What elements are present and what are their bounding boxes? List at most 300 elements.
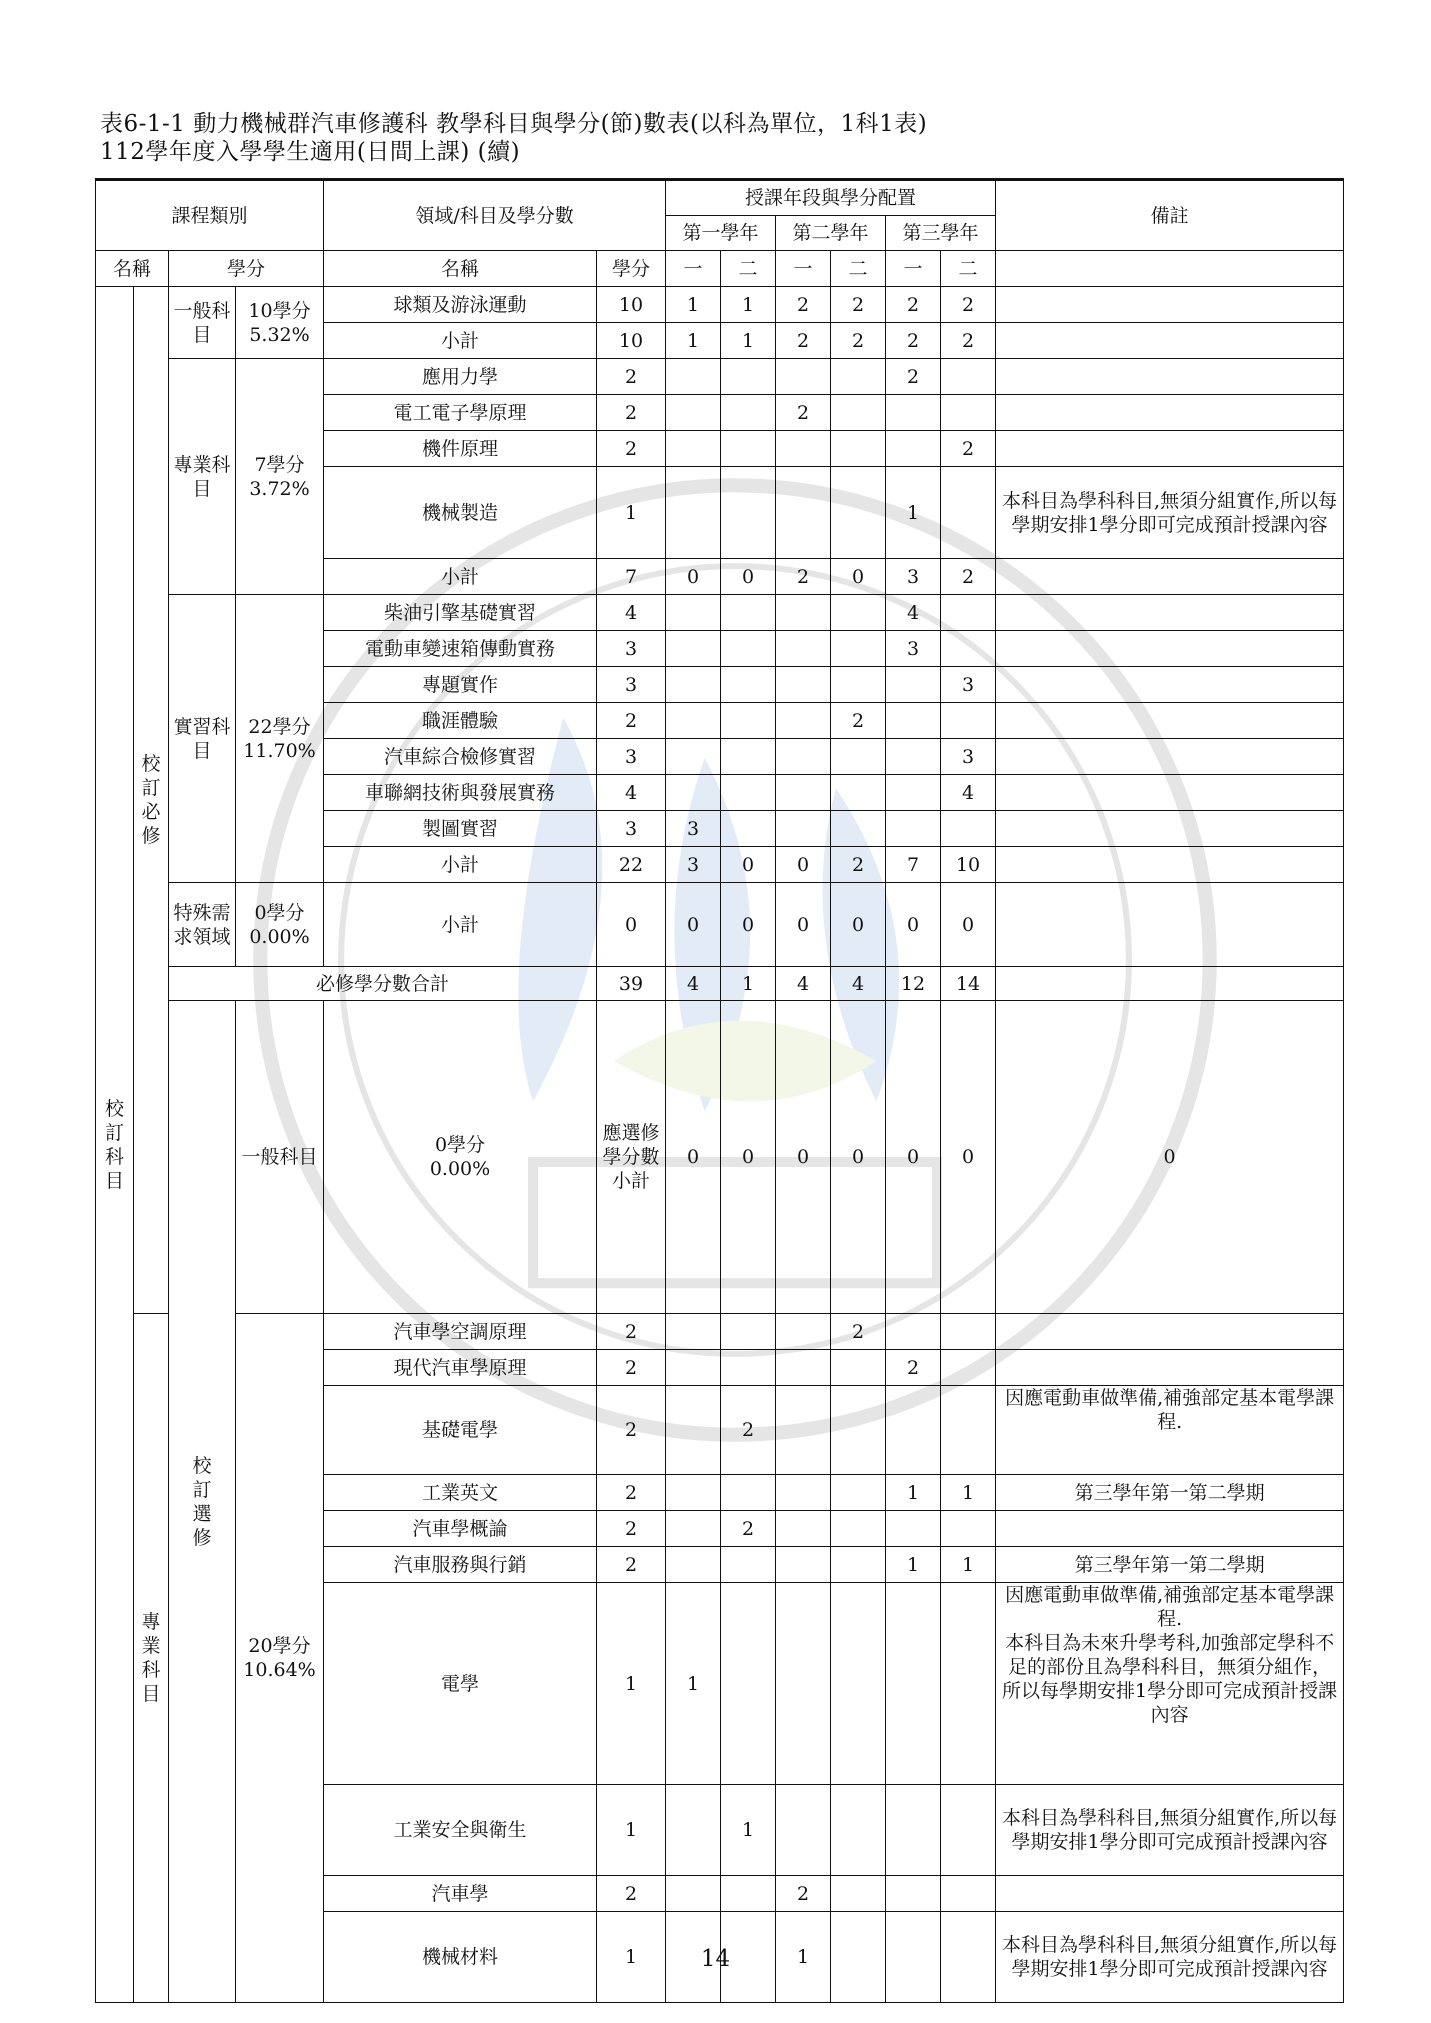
remark-cell — [996, 1314, 1344, 1350]
header-sem: 二 — [941, 251, 996, 287]
subject-name: 機械材料 — [324, 1912, 597, 2003]
sem-cell — [776, 667, 831, 703]
sem-cell — [721, 667, 776, 703]
header-course-category: 課程類別 — [96, 180, 324, 251]
sem-cell: 12 — [886, 967, 941, 1001]
remark-cell: 第三學年第一第二學期 — [996, 1475, 1344, 1511]
sem-cell — [831, 1583, 886, 1785]
sem-cell — [666, 1475, 721, 1511]
sem-cell: 0 — [721, 1001, 776, 1314]
sem-cell: 4 — [776, 967, 831, 1001]
subject-credits: 1 — [597, 1912, 666, 2003]
sem-cell — [831, 467, 886, 559]
remark-cell — [996, 559, 1344, 595]
sem-cell — [666, 1876, 721, 1912]
category-credit-count: 7學分 — [254, 453, 305, 476]
sem-cell — [831, 431, 886, 467]
header-sem: 一 — [886, 251, 941, 287]
sem-cell — [831, 631, 886, 667]
header-remarks: 備註 — [996, 180, 1344, 251]
sem-cell — [886, 775, 941, 811]
sem-cell: 0 — [831, 559, 886, 595]
sem-cell — [776, 1314, 831, 1350]
sem-cell: 7 — [886, 847, 941, 883]
sem-cell — [941, 1350, 996, 1386]
sem-cell — [776, 775, 831, 811]
subject-credits: 2 — [597, 1876, 666, 1912]
sem-cell — [776, 431, 831, 467]
sem-cell — [831, 395, 886, 431]
sem-cell: 2 — [886, 359, 941, 395]
sem-cell — [666, 395, 721, 431]
sem-cell — [831, 811, 886, 847]
sem-cell — [886, 703, 941, 739]
sem-cell — [776, 1511, 831, 1547]
sem-cell: 3 — [941, 739, 996, 775]
subject-credits: 3 — [597, 631, 666, 667]
subject-name: 機件原理 — [324, 431, 597, 467]
sem-cell — [831, 667, 886, 703]
sem-cell: 0 — [776, 847, 831, 883]
sem-cell: 1 — [666, 323, 721, 359]
subject-credits: 2 — [597, 1511, 666, 1547]
category-name: 專業科目 — [169, 359, 236, 595]
sem-cell: 3 — [666, 811, 721, 847]
subtotal-credits: 22 — [597, 847, 666, 883]
header-year-2: 第二學年 — [776, 216, 886, 251]
sem-cell: 1 — [886, 467, 941, 559]
subject-credits: 2 — [597, 359, 666, 395]
sem-cell — [666, 595, 721, 631]
sem-cell: 0 — [941, 1001, 996, 1314]
remark-cell — [996, 323, 1344, 359]
sem-cell: 1 — [886, 1547, 941, 1583]
subject-name: 電工電子學原理 — [324, 395, 597, 431]
header-name: 名稱 — [96, 251, 169, 287]
sem-cell — [721, 775, 776, 811]
group-elective-label: 校訂選修 — [192, 1454, 212, 1549]
sem-cell — [721, 811, 776, 847]
category-credits — [236, 1314, 324, 2003]
subject-name: 機械製造 — [324, 467, 597, 559]
sem-cell: 1 — [666, 287, 721, 323]
sem-cell — [941, 703, 996, 739]
sem-cell: 1 — [721, 287, 776, 323]
sem-cell — [776, 1785, 831, 1876]
remark-cell: 因應電動車做準備,補強部定基本電學課程. 本科目為未來升學考科,加強部定學科不足的部份且為學科科目，無須分組作，所以每學期安排1學分即可完成預計授課內容 — [996, 1583, 1344, 1785]
sem-cell: 0 — [721, 559, 776, 595]
group-required-label: 校訂必修 — [141, 753, 161, 847]
header-sem: 二 — [721, 251, 776, 287]
sem-cell — [941, 631, 996, 667]
sem-cell — [721, 359, 776, 395]
sem-cell: 0 — [721, 847, 776, 883]
remark-cell — [996, 883, 1344, 967]
subject-credits: 2 — [597, 1314, 666, 1350]
sem-cell — [721, 395, 776, 431]
sem-cell — [886, 431, 941, 467]
sem-cell — [886, 1876, 941, 1912]
sem-cell — [721, 631, 776, 667]
category-credit-count: 20學分 — [248, 1635, 311, 1657]
sem-cell — [941, 1583, 996, 1785]
category-name: 實習科目 — [169, 595, 236, 883]
header-domain-subject: 領域/科目及學分數 — [324, 180, 666, 251]
sem-cell — [941, 1785, 996, 1876]
sem-cell: 3 — [941, 667, 996, 703]
subject-name: 製圖實習 — [324, 811, 597, 847]
sem-cell — [721, 703, 776, 739]
remark-cell — [996, 1350, 1344, 1386]
category-credit-percent: 0.00% — [429, 1158, 491, 1180]
subject-name: 工業安全與衛生 — [324, 1785, 597, 1876]
subject-name: 汽車學概論 — [324, 1511, 597, 1547]
subtotal-credits: 0 — [597, 883, 666, 967]
sem-cell: 2 — [886, 287, 941, 323]
category-credit-percent: 10.64% — [243, 1659, 316, 1681]
sem-cell — [666, 739, 721, 775]
remark-cell — [996, 359, 1344, 395]
remark-cell — [996, 967, 1344, 1001]
subtotal-credits: 0 — [666, 1001, 721, 1314]
subject-credits: 1 — [597, 467, 666, 559]
remark-cell — [996, 595, 1344, 631]
sem-cell: 14 — [941, 967, 996, 1001]
sem-cell: 2 — [776, 395, 831, 431]
sem-cell: 10 — [941, 847, 996, 883]
sem-cell — [776, 359, 831, 395]
sem-cell — [666, 631, 721, 667]
subject-name: 專題實作 — [324, 667, 597, 703]
sem-cell — [721, 739, 776, 775]
sem-cell — [721, 1475, 776, 1511]
sem-cell — [831, 775, 886, 811]
sem-cell — [666, 703, 721, 739]
sem-cell: 2 — [941, 323, 996, 359]
sem-cell — [666, 667, 721, 703]
sem-cell: 1 — [886, 1475, 941, 1511]
subject-name: 汽車學 — [324, 1876, 597, 1912]
category-name: 一般科目 — [169, 287, 236, 359]
subject-credits: 2 — [597, 1386, 666, 1475]
header-sem: 一 — [776, 251, 831, 287]
title-block — [100, 110, 1340, 166]
header-remark-blank — [996, 251, 1344, 287]
subject-credits: 10 — [597, 287, 666, 323]
sem-cell: 1 — [721, 1785, 776, 1876]
sem-cell: 2 — [776, 559, 831, 595]
remark-cell: 本科目為學科科目,無須分組實作,所以每學期安排1學分即可完成預計授課內容 — [996, 1785, 1344, 1876]
subject-name: 汽車服務與行銷 — [324, 1547, 597, 1583]
sem-cell — [941, 467, 996, 559]
category-name: 專業科目 — [134, 1314, 169, 2003]
category-credit-percent: 0.00% — [249, 925, 310, 948]
remark-cell: 本科目為學科科目,無須分組實作,所以每學期安排1學分即可完成預計授課內容 — [996, 467, 1344, 559]
subject-name: 柴油引擎基礎實習 — [324, 595, 597, 631]
subtotal-label: 應選修學分數小計 — [597, 1001, 666, 1314]
remark-cell — [996, 1876, 1344, 1912]
sem-cell: 2 — [831, 287, 886, 323]
sem-cell — [776, 631, 831, 667]
subject-name: 基礎電學 — [324, 1386, 597, 1475]
sem-cell — [666, 431, 721, 467]
remark-cell: 本科目為學科科目,無須分組實作,所以每學期安排1學分即可完成預計授課內容 — [996, 1912, 1344, 2003]
sem-cell: 2 — [941, 287, 996, 323]
category-credit-count: 10學分 — [248, 299, 311, 322]
remark-cell: 第三學年第一第二學期 — [996, 1547, 1344, 1583]
sem-cell: 0 — [941, 883, 996, 967]
header-allocation: 授課年段與學分配置 — [666, 180, 996, 216]
sem-cell: 0 — [886, 1001, 941, 1314]
sem-cell: 2 — [721, 1386, 776, 1475]
sem-cell — [941, 1876, 996, 1912]
sem-cell: 1 — [721, 967, 776, 1001]
subject-credits: 1 — [597, 1785, 666, 1876]
sem-cell — [776, 811, 831, 847]
sem-cell — [721, 1547, 776, 1583]
sem-cell — [666, 1785, 721, 1876]
sem-cell — [886, 739, 941, 775]
sem-cell — [831, 1547, 886, 1583]
sem-cell: 2 — [886, 323, 941, 359]
sem-cell: 2 — [941, 559, 996, 595]
table-body — [96, 180, 1344, 2003]
remark-cell — [996, 667, 1344, 703]
sem-cell — [666, 775, 721, 811]
sem-cell — [941, 359, 996, 395]
subtotal-label: 小計 — [324, 323, 597, 359]
subject-name: 球類及游泳運動 — [324, 287, 597, 323]
sem-cell — [886, 1785, 941, 1876]
sem-cell: 1 — [776, 1912, 831, 2003]
sem-cell — [666, 1511, 721, 1547]
sem-cell — [831, 595, 886, 631]
subtotal-credits: 10 — [597, 323, 666, 359]
header-sem: 二 — [831, 251, 886, 287]
sem-cell: 0 — [776, 883, 831, 967]
sem-cell — [831, 1350, 886, 1386]
sem-cell — [721, 595, 776, 631]
category-name: 一般科目 — [236, 1001, 324, 1314]
category-credit-percent: 3.72% — [249, 477, 310, 500]
remark-cell — [996, 395, 1344, 431]
sem-cell — [776, 467, 831, 559]
remark-cell: 因應電動車做準備,補強部定基本電學課程. — [996, 1386, 1344, 1475]
sem-cell — [831, 739, 886, 775]
sem-cell: 0 — [831, 1001, 886, 1314]
sem-cell — [666, 467, 721, 559]
remark-cell — [996, 431, 1344, 467]
category-credits — [236, 883, 324, 967]
group-school-subjects — [96, 287, 134, 2003]
sem-cell — [831, 1475, 886, 1511]
sem-cell: 0 — [666, 559, 721, 595]
subject-credits: 1 — [597, 1583, 666, 1785]
subject-credits: 2 — [597, 1547, 666, 1583]
sem-cell — [941, 595, 996, 631]
remark-cell — [996, 287, 1344, 323]
sem-cell — [776, 1386, 831, 1475]
sem-cell — [831, 1785, 886, 1876]
sem-cell — [941, 1511, 996, 1547]
sem-cell — [666, 1386, 721, 1475]
sem-cell: 3 — [666, 847, 721, 883]
subject-name: 車聯網技術與發展實務 — [324, 775, 597, 811]
sem-cell — [721, 1350, 776, 1386]
sem-cell — [886, 1583, 941, 1785]
sem-cell — [831, 359, 886, 395]
group-school-subjects-label: 校訂科目 — [105, 1097, 125, 1192]
category-credits — [236, 359, 324, 595]
sem-cell: 3 — [886, 631, 941, 667]
sem-cell: 2 — [831, 703, 886, 739]
subtotal-label: 小計 — [324, 847, 597, 883]
sem-cell: 0 — [776, 1001, 831, 1314]
table-title: 表6-1-1 動力機械群汽車修護科 教學科目與學分(節)數表(以科為單位，1科1表) — [100, 111, 928, 137]
sem-cell: 2 — [831, 1314, 886, 1350]
sem-cell: 1 — [941, 1475, 996, 1511]
sem-cell: 0 — [996, 1001, 1344, 1314]
table-subtitle: 112學年度入學學生適用(日間上課) (續) — [100, 139, 521, 165]
sem-cell — [776, 1583, 831, 1785]
category-credit-count: 22學分 — [248, 715, 311, 738]
sem-cell — [721, 1314, 776, 1350]
sem-cell — [721, 1583, 776, 1785]
subject-name: 工業英文 — [324, 1475, 597, 1511]
category-name: 特殊需求領域 — [169, 883, 236, 967]
category-credits — [236, 287, 324, 359]
sem-cell — [831, 1386, 886, 1475]
sem-cell — [721, 467, 776, 559]
subject-credits: 2 — [597, 1475, 666, 1511]
sem-cell — [941, 1314, 996, 1350]
subject-credits: 4 — [597, 595, 666, 631]
group-elective — [169, 1001, 236, 2003]
sem-cell: 0 — [886, 883, 941, 967]
subject-credits: 3 — [597, 811, 666, 847]
sem-cell — [886, 1314, 941, 1350]
required-total-credits: 39 — [597, 967, 666, 1001]
sem-cell — [776, 1547, 831, 1583]
sem-cell — [831, 1511, 886, 1547]
sem-cell — [886, 1511, 941, 1547]
subject-name: 應用力學 — [324, 359, 597, 395]
subject-credits: 2 — [597, 703, 666, 739]
sem-cell — [886, 811, 941, 847]
header-year-3: 第三學年 — [886, 216, 996, 251]
sem-cell — [666, 1350, 721, 1386]
header-subject-credits: 學分 — [597, 251, 666, 287]
subject-name: 電動車變速箱傳動實務 — [324, 631, 597, 667]
sem-cell: 2 — [776, 323, 831, 359]
subtotal-label: 小計 — [324, 883, 597, 967]
sem-cell — [941, 811, 996, 847]
sem-cell — [776, 1475, 831, 1511]
sem-cell: 1 — [941, 1547, 996, 1583]
sem-cell: 2 — [776, 1876, 831, 1912]
remark-cell — [996, 703, 1344, 739]
header-credits: 學分 — [169, 251, 324, 287]
sem-cell — [666, 1547, 721, 1583]
sem-cell: 2 — [941, 431, 996, 467]
page-number: 14 — [700, 1946, 731, 1972]
curriculum-table — [95, 178, 1344, 2003]
remark-cell — [996, 775, 1344, 811]
header-sem: 一 — [666, 251, 721, 287]
sem-cell: 4 — [886, 595, 941, 631]
subject-name: 現代汽車學原理 — [324, 1350, 597, 1386]
sem-cell: 0 — [721, 883, 776, 967]
sem-cell: 2 — [831, 323, 886, 359]
sem-cell: 0 — [666, 883, 721, 967]
sem-cell — [776, 1350, 831, 1386]
category-credit-percent: 5.32% — [249, 323, 310, 346]
subject-credits: 3 — [597, 667, 666, 703]
category-credits — [324, 1001, 597, 1314]
sem-cell — [721, 1876, 776, 1912]
subject-credits: 2 — [597, 431, 666, 467]
sem-cell — [886, 395, 941, 431]
sem-cell — [666, 1314, 721, 1350]
subtotal-label: 小計 — [324, 559, 597, 595]
sem-cell: 1 — [666, 1583, 721, 1785]
category-credits — [236, 595, 324, 883]
category-credit-count: 0學分 — [254, 901, 305, 924]
sem-cell: 2 — [886, 1350, 941, 1386]
sem-cell — [666, 359, 721, 395]
sem-cell: 4 — [666, 967, 721, 1001]
remark-cell — [996, 1511, 1344, 1547]
subject-credits: 2 — [597, 1350, 666, 1386]
remark-cell — [996, 811, 1344, 847]
sem-cell — [886, 1386, 941, 1475]
sem-cell — [776, 739, 831, 775]
sem-cell: 2 — [721, 1511, 776, 1547]
subject-credits: 2 — [597, 395, 666, 431]
remark-cell — [996, 631, 1344, 667]
required-total-label: 必修學分數合計 — [169, 967, 597, 1001]
sem-cell: 4 — [831, 967, 886, 1001]
category-credit-percent: 11.70% — [243, 739, 316, 762]
sem-cell: 4 — [941, 775, 996, 811]
sem-cell: 0 — [831, 883, 886, 967]
category-credit-count: 0學分 — [434, 1134, 486, 1156]
header-subject-name: 名稱 — [324, 251, 597, 287]
subject-name: 汽車綜合檢修實習 — [324, 739, 597, 775]
sem-cell: 1 — [721, 323, 776, 359]
sem-cell: 2 — [831, 847, 886, 883]
sem-cell: 2 — [776, 287, 831, 323]
sem-cell — [776, 595, 831, 631]
sem-cell — [831, 1876, 886, 1912]
subject-name: 汽車學空調原理 — [324, 1314, 597, 1350]
subject-credits: 4 — [597, 775, 666, 811]
remark-cell — [996, 739, 1344, 775]
sem-cell: 3 — [886, 559, 941, 595]
subject-name: 電學 — [324, 1583, 597, 1785]
subject-credits: 3 — [597, 739, 666, 775]
remark-cell — [996, 847, 1344, 883]
sem-cell — [721, 431, 776, 467]
sem-cell — [776, 703, 831, 739]
group-required — [134, 287, 169, 1314]
subject-name: 職涯體驗 — [324, 703, 597, 739]
header-year-1: 第一學年 — [666, 216, 776, 251]
sem-cell — [941, 395, 996, 431]
sem-cell — [886, 667, 941, 703]
subtotal-credits: 7 — [597, 559, 666, 595]
sem-cell — [941, 1386, 996, 1475]
